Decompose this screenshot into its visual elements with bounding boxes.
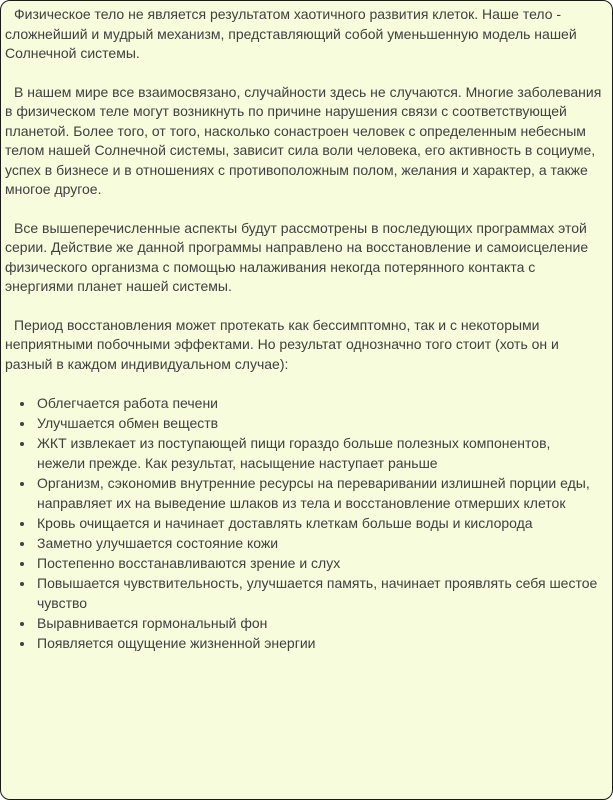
benefit-item: • Заметно улучшается состояние кожи bbox=[35, 533, 602, 553]
recovery-period-paragraph: Период восстановления может протекать как бессимптомно, так и с некоторыми неприятными побочными эффектами. Но результат однозначно того стоит (хоть он и разный в каждом индивидуальном случае): bbox=[5, 316, 559, 372]
benefit-item: • Выравнивается гормональный фон bbox=[35, 613, 602, 633]
benefits-list bbox=[5, 393, 602, 653]
benefit-item: • Появляется ощущение жизненной энергии bbox=[35, 633, 602, 653]
interconnection-paragraph: В нашем мире все взаимосвязано, случайности здесь не случаются. Многие заболевания в физическом теле могут возникнуть по причине нарушения связи с соответствующей планетой. Более того, от того, насколько сонастроен человек с определенным небесным телом нашей Солнечной системы, зависит сила воли человека, его активность в социуме, успех в бизнесе и в отношениях с противоположным полом, желания и характер, а также многое другое. bbox=[5, 83, 602, 197]
benefit-item: • Улучшается обмен веществ bbox=[35, 413, 602, 433]
benefit-item: • Облегчается работа печени bbox=[35, 393, 602, 413]
benefit-item: • Организм, сэкономив внутренние ресурсы на переваривании излишней порции еды, направляет их на выведение шлаков из тела и восстановление отмерших клеток bbox=[35, 473, 602, 513]
benefit-item: • ЖКТ извлекает из поступающей пищи гораздо больше полезных компонентов, нежели прежде. Как результат, насыщение наступает раньше bbox=[35, 433, 602, 473]
benefit-item: • Постепенно восстанавливаются зрение и слух bbox=[35, 553, 602, 573]
program-purpose-paragraph: Все вышеперечисленные аспекты будут рассмотрены в последующих программах этой серии. Действие же данной программы направлено на восстановление и самоисцеление физического организма с помощью налаживания некогда потерянного контакта с энергиями планет нашей системы. bbox=[5, 219, 589, 294]
benefit-item: • Повышается чувствительность, улучшается память, начинает проявлять себя шестое чувство bbox=[35, 573, 602, 613]
intro-paragraph: Физическое тело не является результатом хаотичного развития клеток. Наше тело - сложнейший и мудрый механизм, представляющий собой уменьшенную модель нашей Солнечной системы. bbox=[5, 6, 577, 61]
benefit-item: • Кровь очищается и начинает доставлять клеткам больше воды и кислорода bbox=[35, 513, 602, 533]
